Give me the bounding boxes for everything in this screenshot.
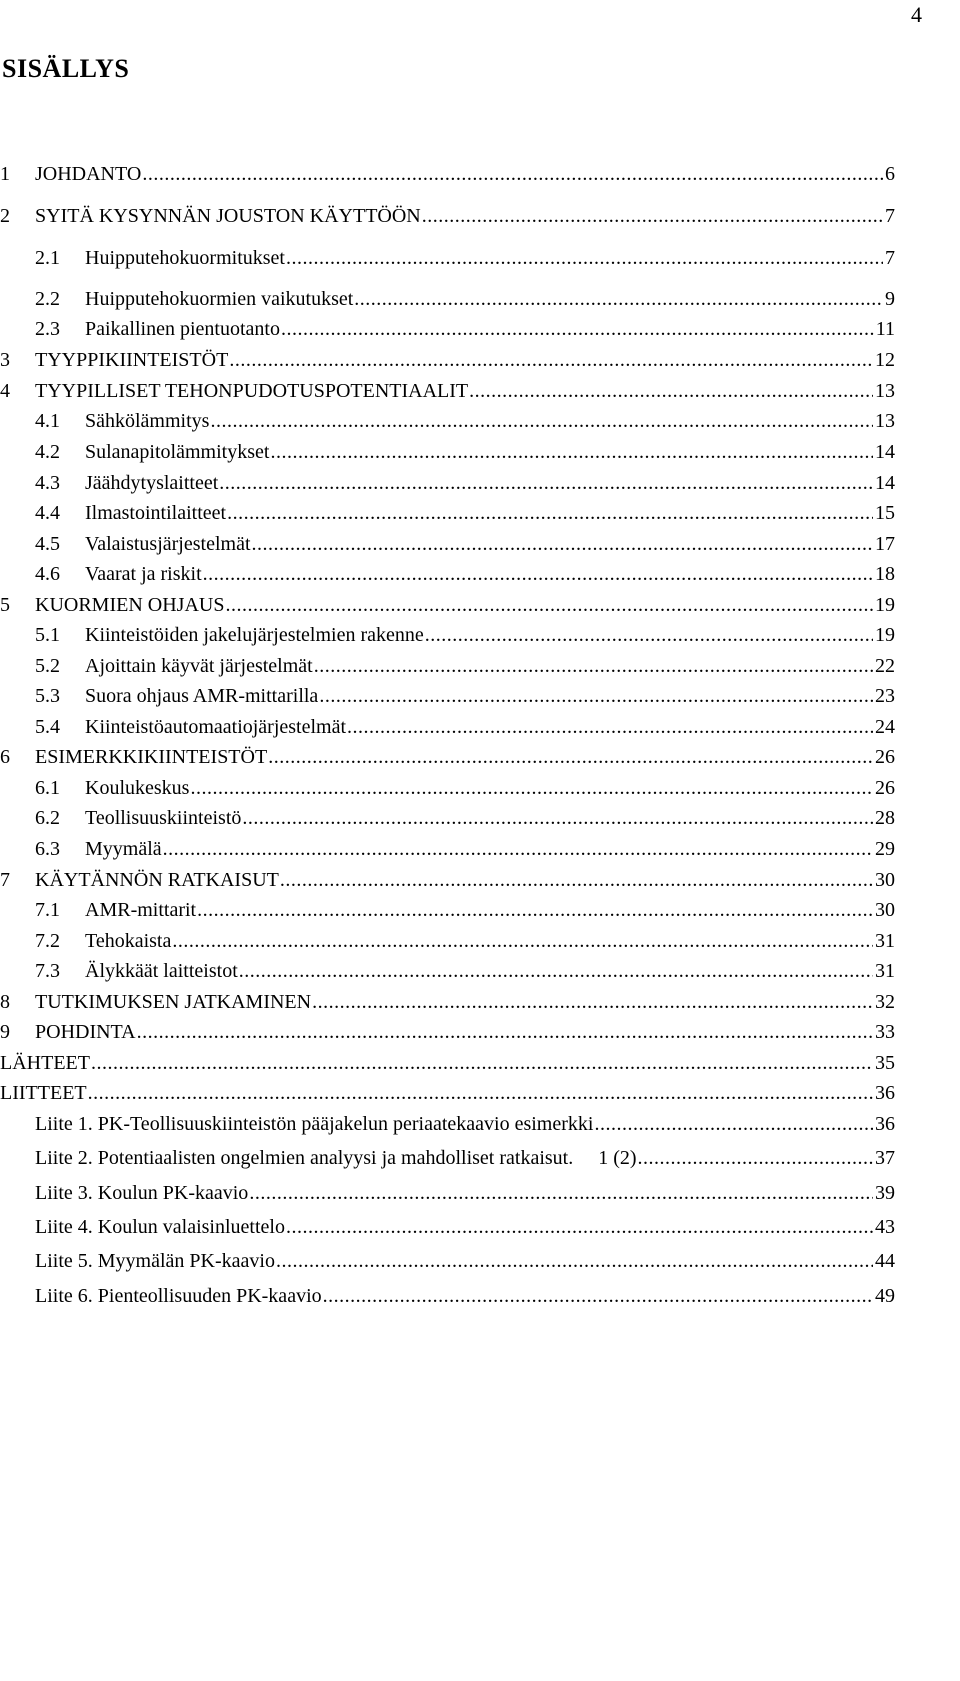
toc-entry[interactable] [35, 314, 895, 344]
toc-entry-number: 4 [0, 380, 10, 402]
toc-entry-page: 32 [875, 991, 895, 1013]
toc-entry-page: 9 [885, 288, 895, 310]
toc-entry-title: TYYPILLISET TEHONPUDOTUSPOTENTIAALIT [35, 380, 469, 402]
toc-entry-page: 44 [875, 1250, 895, 1272]
toc-entry-number: 2.1 [35, 247, 60, 269]
toc-entry-title: Sulanapitolämmitykset [85, 441, 270, 463]
toc-entry-leader [190, 773, 873, 803]
toc-entry[interactable] [35, 243, 895, 273]
toc-entry-leader [319, 681, 873, 711]
toc-entry-title: Jäähdytyslaitteet [85, 472, 219, 494]
toc-entry[interactable] [35, 1246, 895, 1276]
toc-entry-leader [270, 437, 873, 467]
toc-entry-number: 5.4 [35, 716, 60, 738]
toc-entry-title: TUTKIMUKSEN JATKAMINEN [35, 991, 312, 1013]
toc-entry-page: 30 [875, 899, 895, 921]
toc-entry-leader [638, 1143, 873, 1173]
toc-entry[interactable] [35, 620, 895, 650]
toc-entry-number: 4.2 [35, 441, 60, 463]
toc-entry-page: 6 [885, 163, 895, 185]
toc-entry[interactable] [35, 406, 895, 436]
toc-entry-leader [172, 926, 873, 956]
toc-entry-page: 33 [875, 1021, 895, 1043]
toc-entry-leader [280, 865, 873, 895]
toc-entry-page: 28 [875, 807, 895, 829]
toc-entry-number: 5.3 [35, 685, 60, 707]
toc-entry[interactable] [0, 865, 895, 895]
toc-entry-page: 14 [875, 472, 895, 494]
toc-entry[interactable] [35, 956, 895, 986]
toc-entry[interactable] [0, 742, 895, 772]
toc-entry-leader [225, 590, 873, 620]
toc-entry-page: 7 [885, 247, 895, 269]
toc-entry-page: 13 [875, 380, 895, 402]
toc-entry-title: KÄYTÄNNÖN RATKAISUT [35, 869, 279, 891]
toc-entry-number: 6 [0, 746, 10, 768]
toc-entry[interactable] [0, 345, 895, 375]
toc-entry-leader [229, 345, 873, 375]
toc-entry-title: Koulukeskus [85, 777, 190, 799]
toc-entry-page: 14 [875, 441, 895, 463]
toc-entry-title: POHDINTA [35, 1021, 136, 1043]
toc-entry-title: Liite 2. Potentiaalisten ongelmien analyysi ja mahdolliset ratkaisut. 1 (2) [35, 1147, 637, 1169]
toc-entry-leader [227, 498, 873, 528]
toc-entry-leader [286, 1212, 873, 1242]
toc-entry-page: 29 [875, 838, 895, 860]
toc-entry-number: 4.4 [35, 502, 60, 524]
page-number: 4 [911, 2, 922, 27]
toc-entry-leader [354, 284, 883, 314]
toc-entry-title: Liite 3. Koulun PK-kaavio [35, 1182, 249, 1204]
toc-entry-leader [249, 1178, 873, 1208]
toc-entry[interactable] [35, 468, 895, 498]
toc-entry-title: Vaarat ja riskit [85, 563, 202, 585]
toc-entry-title: Kiinteistöiden jakelujärjestelmien rakenne [85, 624, 424, 646]
toc-entry[interactable] [35, 1109, 895, 1139]
toc-entry-title: Sähkölämmitys [85, 410, 210, 432]
toc-entry-leader [91, 1048, 873, 1078]
toc-entry-page: 7 [885, 205, 895, 227]
toc-entry[interactable] [35, 834, 895, 864]
toc-entry[interactable] [0, 376, 895, 406]
toc-entry-title: Valaistusjärjestelmät [85, 533, 251, 555]
toc-entry[interactable] [35, 498, 895, 528]
toc-entry-page: 43 [875, 1216, 895, 1238]
toc-entry-leader [469, 376, 873, 406]
toc-entry-number: 7.2 [35, 930, 60, 952]
toc-entry[interactable] [35, 773, 895, 803]
toc-entry-number: 9 [0, 1021, 10, 1043]
toc-entry-title: LÄHTEET [0, 1052, 90, 1074]
toc-entry-leader [142, 159, 883, 189]
toc-entry-number: 5.2 [35, 655, 60, 677]
toc-entry-leader [210, 406, 873, 436]
toc-entry-title: Teollisuuskiinteistö [85, 807, 242, 829]
toc-entry[interactable] [0, 201, 895, 231]
toc-entry-page: 36 [875, 1082, 895, 1104]
toc-entry-leader [242, 803, 873, 833]
toc-entry-leader [268, 742, 873, 772]
toc-entry[interactable] [35, 651, 895, 681]
toc-entry[interactable] [0, 1048, 895, 1078]
toc-entry-number: 4.3 [35, 472, 60, 494]
toc-entry-number: 4.1 [35, 410, 60, 432]
toc-entry-title: LIITTEET [0, 1082, 87, 1104]
toc-entry-title: TYYPPIKIINTEISTÖT [35, 349, 229, 371]
toc-entry-number: 6.1 [35, 777, 60, 799]
toc-entry-leader [286, 243, 883, 273]
toc-entry-number: 7.1 [35, 899, 60, 921]
toc-entry-page: 36 [875, 1113, 895, 1135]
toc-entry[interactable] [35, 681, 895, 711]
toc-entry-leader [281, 314, 874, 344]
toc-entry-page: 26 [875, 777, 895, 799]
toc-entry-number: 6.2 [35, 807, 60, 829]
toc-entry-page: 13 [875, 410, 895, 432]
toc-entry-leader [197, 895, 873, 925]
toc-entry-page: 11 [875, 318, 895, 340]
toc-entry-number: 4.5 [35, 533, 60, 555]
toc-entry-number: 7.3 [35, 960, 60, 982]
toc-entry-leader [314, 651, 873, 681]
toc-entry-leader [163, 834, 873, 864]
toc-entry[interactable] [0, 1078, 895, 1108]
toc-entry[interactable] [0, 1017, 895, 1047]
toc-entry-title: ESIMERKKIKIINTEISTÖT [35, 746, 268, 768]
toc-entry-title: Suora ohjaus AMR-mittarilla [85, 685, 319, 707]
toc-entry[interactable] [0, 590, 895, 620]
toc-entry-leader [323, 1281, 873, 1311]
toc-entry-number: 7 [0, 869, 10, 891]
toc-entry[interactable] [35, 437, 895, 467]
toc-entry-title: Liite 4. Koulun valaisinluettelo [35, 1216, 285, 1238]
toc-entry-leader [347, 712, 873, 742]
toc-entry-leader [88, 1078, 873, 1108]
toc-entry-page: 19 [875, 624, 895, 646]
toc-entry[interactable] [35, 284, 895, 314]
toc-entry[interactable] [35, 926, 895, 956]
toc-entry[interactable] [35, 803, 895, 833]
toc-entry-title: Ajoittain käyvät järjestelmät [85, 655, 313, 677]
toc-entry-page: 19 [875, 594, 895, 616]
toc-entry-title: Liite 6. Pienteollisuuden PK-kaavio [35, 1285, 322, 1307]
toc-entry[interactable] [35, 1212, 895, 1242]
toc-entry-number: 6.3 [35, 838, 60, 860]
toc-entry-page: 35 [875, 1052, 895, 1074]
toc-entry-title: Liite 5. Myymälän PK-kaavio [35, 1250, 275, 1272]
toc-entry-leader [203, 559, 873, 589]
toc-entry-number: 2.3 [35, 318, 60, 340]
toc-entry[interactable] [35, 1281, 895, 1311]
toc-entry-number: 8 [0, 991, 10, 1013]
toc-entry[interactable] [35, 1178, 895, 1208]
toc-entry-page: 24 [875, 716, 895, 738]
toc-entry-number: 5 [0, 594, 10, 616]
toc-entry-page: 23 [875, 685, 895, 707]
toc-entry-title: KUORMIEN OHJAUS [35, 594, 225, 616]
toc-entry-title: Huipputehokuormitukset [85, 247, 285, 269]
toc-entry-title: Liite 1. PK-Teollisuuskiinteistön pääjakelun periaatekaavio esimerkki [35, 1113, 594, 1135]
toc-entry-title: Huipputehokuormien vaikutukset [85, 288, 354, 310]
toc-entry-title: AMR-mittarit [85, 899, 197, 921]
toc-entry-page: 22 [875, 655, 895, 677]
toc-entry-leader [422, 201, 883, 231]
toc-entry-leader [594, 1109, 873, 1139]
toc-entry-leader [252, 529, 873, 559]
toc-entry-page: 26 [875, 746, 895, 768]
toc-entry-page: 17 [875, 533, 895, 555]
toc-entry-page: 39 [875, 1182, 895, 1204]
toc-entry-page: 37 [875, 1147, 895, 1169]
toc-entry-title: Myymälä [85, 838, 162, 860]
toc-entry[interactable] [0, 159, 895, 189]
toc-entry-number: 4.6 [35, 563, 60, 585]
toc-entry-leader [219, 468, 873, 498]
toc-entry-title: JOHDANTO [35, 163, 142, 185]
toc-entry[interactable] [35, 559, 895, 589]
toc-entry-leader [239, 956, 873, 986]
toc-entry-leader [312, 987, 873, 1017]
toc-entry-page: 18 [875, 563, 895, 585]
toc-entry-title: SYITÄ KYSYNNÄN JOUSTON KÄYTTÖÖN [35, 205, 421, 227]
toc-entry-page: 31 [875, 930, 895, 952]
toc-entry[interactable] [35, 529, 895, 559]
toc-title: SISÄLLYS [2, 54, 130, 83]
toc-entry[interactable] [35, 895, 895, 925]
toc-entry-title: Paikallinen pientuotanto [85, 318, 280, 340]
toc-entry-title: Ilmastointilaitteet [85, 502, 227, 524]
toc-entry-number: 3 [0, 349, 10, 371]
toc-entry[interactable] [35, 712, 895, 742]
toc-entry-number: 2.2 [35, 288, 60, 310]
toc-entry-page: 31 [875, 960, 895, 982]
toc-entry-leader [137, 1017, 873, 1047]
toc-entry-page: 49 [875, 1285, 895, 1307]
toc-entry-page: 12 [875, 349, 895, 371]
toc-entry-number: 5.1 [35, 624, 60, 646]
toc-entry-leader [425, 620, 873, 650]
toc-entry-page: 15 [875, 502, 895, 524]
toc-entry-number: 1 [0, 163, 10, 185]
toc-entry[interactable] [0, 987, 895, 1017]
toc-entry-title: Tehokaista [85, 930, 172, 952]
toc-entry-number: 2 [0, 205, 10, 227]
toc-entry-page: 30 [875, 869, 895, 891]
toc-entry[interactable] [35, 1143, 895, 1173]
toc-entry-title: Älykkäät laitteistot [85, 960, 238, 982]
toc-entry-title: Kiinteistöautomaatiojärjestelmät [85, 716, 347, 738]
toc-entry-leader [276, 1246, 873, 1276]
